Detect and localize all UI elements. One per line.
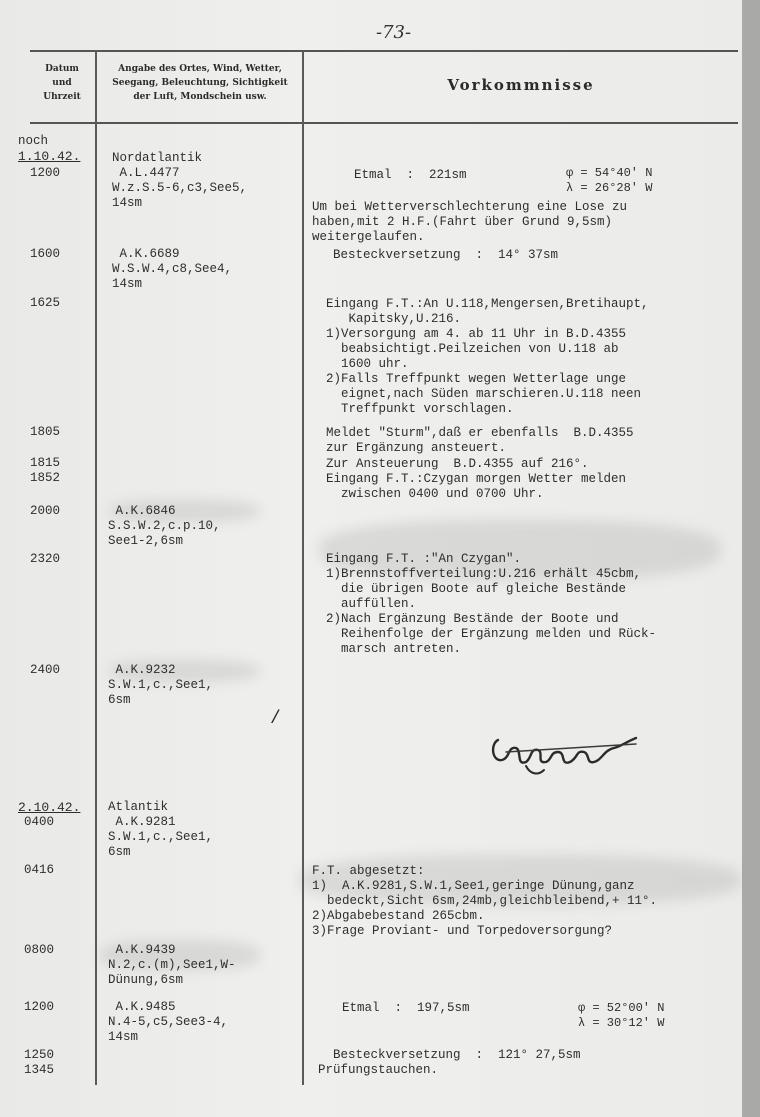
- event-entry: Um bei Wetterverschlechterung eine Lose zu haben,mit 2 H.F.(Fahrt über Grund 9,5sm) weitergelaufen.: [312, 200, 628, 244]
- time-0400: 0400: [24, 815, 55, 829]
- header-top-rule: [30, 50, 738, 52]
- place-entry: A.K.6846 S.S.W.2,c.p.10, See1-2,6sm: [108, 504, 221, 548]
- time-1852: 1852: [30, 471, 61, 485]
- place-entry: A.K.9232 S.W.1,c.,See1, 6sm: [108, 663, 214, 707]
- header-angabe: [98, 62, 302, 104]
- header-angabe-line: Seegang, Beleuchtung, Sichtigkeit: [112, 78, 288, 88]
- time-1805: 1805: [30, 425, 61, 439]
- event-entry: Zur Ansteuerung B.D.4355 auf 216°.: [326, 457, 589, 471]
- event-coordinates: φ = 52°00' N λ = 30°12' W: [578, 1001, 665, 1030]
- place-entry: Atlantik A.K.9281 S.W.1,c.,See1, 6sm: [108, 800, 214, 859]
- event-entry: Besteckversetzung : 121° 27,5sm: [318, 1048, 581, 1062]
- time-2000: 2000: [30, 504, 61, 518]
- header-angabe-line: der Luft, Mondschein usw.: [133, 92, 267, 102]
- event-entry: Eingang F.T. :"An Czygan". 1)Brennstoffverteilung:U.216 erhält 45cbm, die übrigen Boote auf gleiche Bestände auffüllen. 2)Nach Ergänzung Bestände der Boote und Reihenfolge der Ergänzung melden und Rück- marsch antreten.: [326, 552, 657, 656]
- time-1250: 1250: [24, 1048, 55, 1062]
- header-vorkommnisse: Vorkommnisse: [447, 76, 595, 94]
- time-1625: 1625: [30, 296, 61, 310]
- time-1200-b: 1200: [24, 1000, 55, 1014]
- page-number: -73-: [376, 22, 412, 43]
- time-0800: 0800: [24, 943, 55, 957]
- time-1815: 1815: [30, 456, 61, 470]
- event-entry: F.T. abgesetzt: 1) A.K.9281,S.W.1,See1,geringe Dünung,ganz bedeckt,Sicht 6sm,24mb,gleichbleibend,+ 11°. 2)Abgabebestand 265cbm. 3)Frage Proviant- und Torpedoversorgung?: [312, 864, 658, 938]
- date-2-10-42: 2.10.42.: [18, 800, 81, 815]
- time-1200: 1200: [30, 166, 61, 180]
- date-1-10-42: 1.10.42.: [18, 149, 81, 164]
- header-bottom-rule: [30, 122, 738, 124]
- time-1345: 1345: [24, 1063, 55, 1077]
- place-entry: A.K.9485 N.4-5,c5,See3-4, 14sm: [108, 1000, 229, 1044]
- event-entry: Etmal : 197,5sm: [342, 1001, 470, 1015]
- event-entry: Eingang F.T.:An U.118,Mengersen,Bretihaupt, Kapitsky,U.216. 1)Versorgung am 4. ab 11 Uhr in B.D.4355 beabsichtigt.Peilzeichen von U.118 ab 1600 uhr. 2)Falls Treffpunkt wegen Wetterlage unge eignet,nach Süden marschieren.U.118 neen Treffpunkt vorschlagen.: [326, 297, 649, 416]
- pen-mark: /: [270, 709, 281, 729]
- place-entry: A.K.6689 W.S.W.4,c8,See4, 14sm: [112, 247, 233, 291]
- event-coordinates: φ = 54°40' N λ = 26°28' W: [566, 166, 653, 195]
- place-entry: A.K.9439 N.2,c.(m),See1,W- Dünung,6sm: [108, 943, 236, 987]
- signature-czygan: [486, 722, 656, 782]
- event-entry: Eingang F.T.:Czygan morgen Wetter melden zwischen 0400 und 0700 Uhr.: [326, 472, 627, 501]
- time-2320: 2320: [30, 552, 61, 566]
- header-angabe-line: Angabe des Ortes, Wind, Wetter,: [118, 64, 282, 74]
- event-entry: Prüfungstauchen.: [318, 1063, 439, 1077]
- place-entry: Nordatlantik A.L.4477 W.z.S.5-6,c3,See5, 14sm: [112, 151, 248, 210]
- event-entry: Besteckversetzung : 14° 37sm: [318, 248, 559, 262]
- event-entry: Etmal : 221sm: [354, 168, 467, 182]
- column-divider-2: [302, 50, 304, 1085]
- event-entry: Meldet "Sturm",daß er ebenfalls B.D.4355 zur Ergänzung ansteuert.: [326, 426, 634, 455]
- header-datum: [30, 62, 94, 104]
- header-datum-line: und: [52, 78, 72, 88]
- header-datum-line: Datum: [45, 64, 79, 74]
- time-2400: 2400: [30, 663, 61, 677]
- column-divider-1: [95, 50, 97, 1085]
- header-datum-line: Uhrzeit: [43, 92, 81, 102]
- time-0416: 0416: [24, 863, 55, 877]
- time-noch: noch: [18, 134, 49, 148]
- time-1600: 1600: [30, 247, 61, 261]
- page-edge: [742, 0, 760, 1117]
